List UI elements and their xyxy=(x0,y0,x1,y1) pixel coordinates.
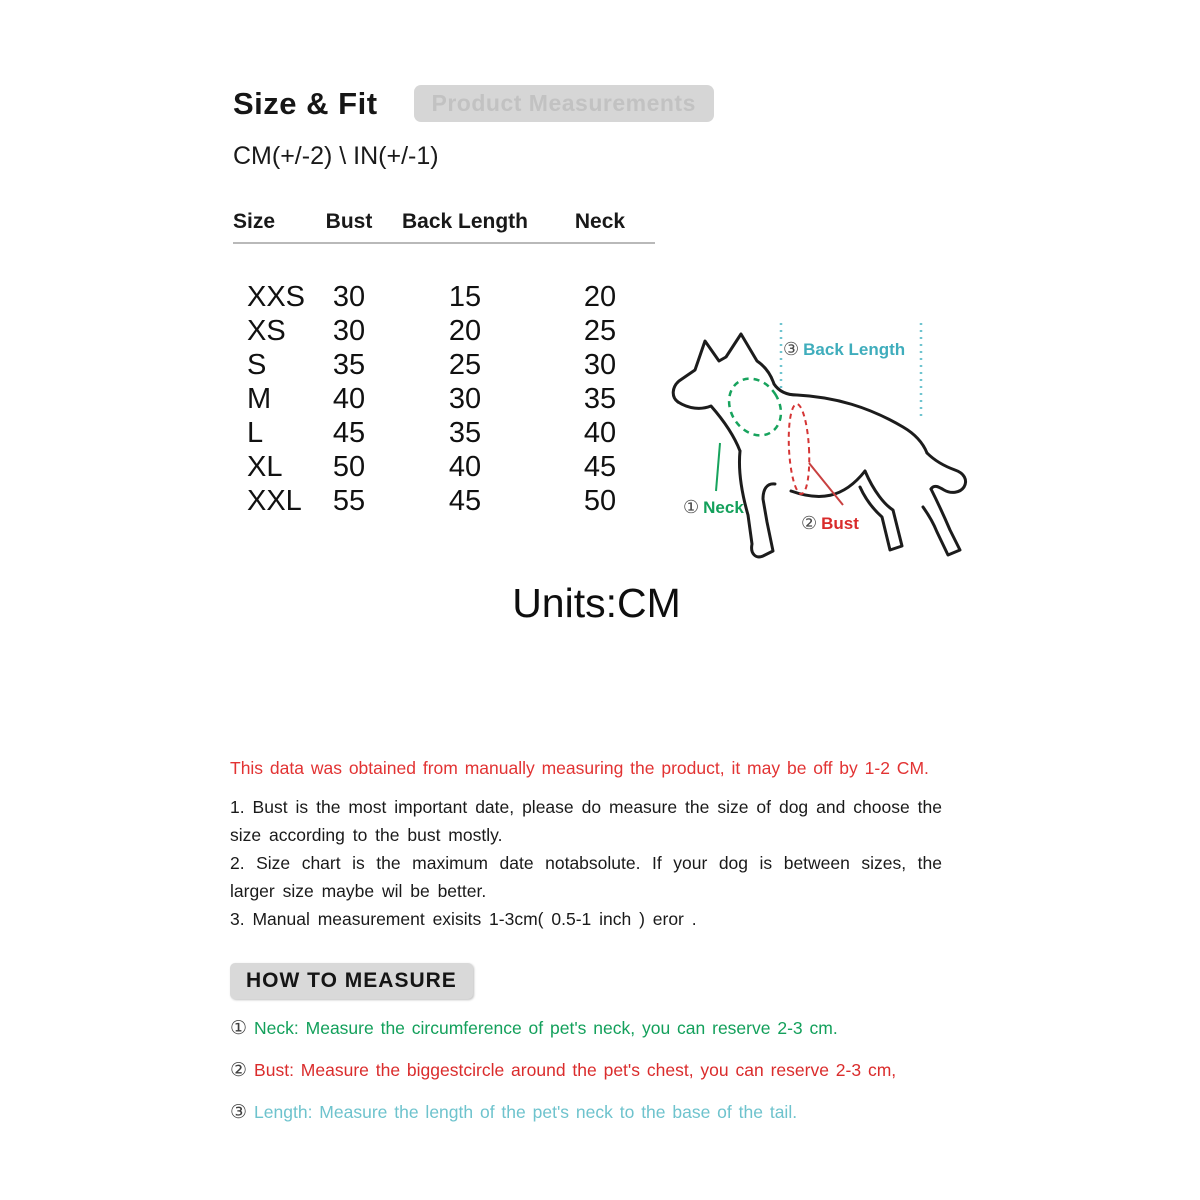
cell-back-length: 30 xyxy=(448,383,482,415)
note-1: 1. Bust is the most important date, please do measure the size of dog and choose the size according to the bust mostly. xyxy=(230,797,942,845)
cell-neck: 20 xyxy=(583,281,617,313)
cell-bust: 30 xyxy=(332,315,366,347)
cell-neck: 35 xyxy=(583,383,617,415)
measure-steps xyxy=(230,1017,942,1124)
column-header-back-length: Back Length xyxy=(401,210,529,233)
back-length-label: ③ Back Length xyxy=(783,339,906,359)
step-length: ③ Length: Measure the length of the pet's neck to the base of the tail. xyxy=(230,1102,798,1123)
cell-bust: 30 xyxy=(332,281,366,313)
table-row xyxy=(233,484,655,518)
cell-back-length: 25 xyxy=(448,349,482,381)
cell-size: S xyxy=(247,349,267,381)
size-table xyxy=(233,210,655,518)
cell-neck: 25 xyxy=(583,315,617,347)
cell-bust: 35 xyxy=(332,349,366,381)
dog-tail xyxy=(927,453,966,492)
page-title: Size & Fit xyxy=(233,85,378,121)
cell-back-length: 15 xyxy=(448,281,482,313)
circled-1-icon: ① xyxy=(230,1018,248,1039)
note-3: 3. Manual measurement exisits 1-3cm( 0.5-1 inch ) eror . xyxy=(230,909,697,929)
bust-measure-ellipse xyxy=(787,404,812,495)
cell-back-length: 45 xyxy=(448,485,482,517)
table-row xyxy=(233,348,655,382)
cell-neck: 30 xyxy=(583,349,617,381)
cell-size: L xyxy=(247,417,264,449)
dog-front-leg xyxy=(739,451,775,557)
cell-size: XS xyxy=(247,315,286,347)
table-row xyxy=(233,416,655,450)
dog-hind-leg-far xyxy=(923,489,960,555)
how-to-measure-heading: HOW TO MEASURE xyxy=(230,963,473,999)
column-header-bust: Bust xyxy=(325,210,373,233)
bust-pointer-line xyxy=(809,463,843,505)
cell-neck: 45 xyxy=(583,451,617,483)
dog-throat xyxy=(678,402,740,451)
cell-bust: 45 xyxy=(332,417,366,449)
cell-back-length: 20 xyxy=(448,315,482,347)
notes-section xyxy=(230,758,942,1143)
table-row xyxy=(233,450,655,484)
tolerance-note: CM(+/-2) \ IN(+/-1) xyxy=(233,142,439,170)
circled-2-icon: ② xyxy=(801,513,818,533)
cell-back-length: 40 xyxy=(448,451,482,483)
circled-3-icon: ③ xyxy=(230,1102,248,1123)
cell-neck: 40 xyxy=(583,417,617,449)
bust-label: ② Bust xyxy=(801,513,859,533)
cell-size: XXL xyxy=(247,485,302,517)
dog-hind-leg-near xyxy=(860,471,902,550)
title-row xyxy=(233,85,714,122)
neck-label: ① Neck xyxy=(683,497,744,517)
cell-bust: 55 xyxy=(332,485,366,517)
cell-bust: 40 xyxy=(332,383,366,415)
product-measurements-badge: Product Measurements xyxy=(414,85,714,122)
circled-1-icon: ① xyxy=(683,497,700,517)
cell-size: XL xyxy=(247,451,283,483)
step-bust: ② Bust: Measure the biggestcircle around the pet's chest, you can reserve 2-3 cm, xyxy=(230,1060,897,1081)
cell-bust: 50 xyxy=(332,451,366,483)
table-row xyxy=(233,243,655,314)
note-2: 2. Size chart is the maximum date notabsolute. If your dog is between sizes, the larger size maybe wil be better. xyxy=(230,853,942,901)
units-label: Units:CM xyxy=(512,580,681,626)
step-neck: ① Neck: Measure the circumference of pet's neck, you can reserve 2-3 cm. xyxy=(230,1018,838,1039)
cell-size: M xyxy=(247,383,272,415)
table-row xyxy=(233,382,655,416)
cell-neck: 50 xyxy=(583,485,617,517)
circled-2-icon: ② xyxy=(230,1060,248,1081)
table-row xyxy=(233,314,655,348)
measurement-disclaimer: This data was obtained from manually measuring the product, it may be off by 1-2 CM. xyxy=(230,758,929,778)
circled-3-icon: ③ xyxy=(783,339,800,359)
dog-measurement-diagram xyxy=(663,303,993,573)
cell-size: XXS xyxy=(247,281,306,313)
size-table-header xyxy=(233,210,655,243)
column-header-neck: Neck xyxy=(574,210,626,233)
neck-pointer-line xyxy=(716,443,720,491)
column-header-size: Size xyxy=(233,210,276,233)
cell-back-length: 35 xyxy=(448,417,482,449)
